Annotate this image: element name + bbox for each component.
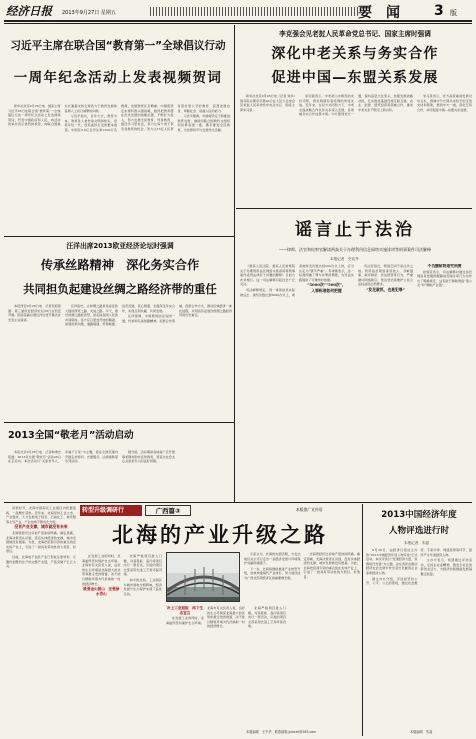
newspaper-logo: 经济日报 [6,4,52,17]
paragraph: 本报北京9月26日电 记者韩秉志报道：2013年全国“敬老月”活动26日在京启动。本次活动以“关爱老年人，幸福千万家”为主题，将在全国范围内开展走访慰问、志愿服务、法律援助等系列活动。 [8,450,118,464]
paragraph: 北海严格项目准入门槛，对高耗能、高污染项目实行一票否决，引进的项目全部采用先进工艺和环保设施。 [248,606,286,629]
story6-headline-2: 人物评选进行时 [388,526,450,536]
special-left-column [6,506,76,734]
special-right-body [244,552,360,728]
paragraph: 检察官表示，司法解释对通过信息网络有偿提供删除信息服务等行为也作出了明确规定，这有助于遏制网络“黑公关”和“删帖产业链”。 [417,269,472,288]
special-banner [80,505,142,516]
page-number: 3 [434,3,444,19]
paragraph: 李克强表示，中老是山水相连的友好邻邦，两党两国有着特殊的传统友谊。近年来，在双方共同努力下，中老全面战略合作伙伴关系深入发展，各领域务实合作成果丰硕。中方愿同老方一道，保持高层交往势头，加强发展战略对接，扎实推进基础设施互联互通、农业、能源、经贸投资等领域合作，推动中老关系不断迈上新台阶。 [299,94,413,117]
paragraph: 如今的北海，工业园区与城市绿地交相辉映，经济发展与生态保护实现了良性互动。 [123,577,162,596]
story1-bottom-rule [4,236,234,237]
masthead-pattern [150,7,360,16]
story3-body [8,304,232,418]
bridge-illustration [167,553,240,602]
paragraph: 主办方表示，希望通过评选活动，弘扬企业家精神，激发全社会创新创业活力，为经济持续健康发展凝聚正能量。 [420,558,472,576]
paragraph: 初秋时节，北海市银海区工业园区内机器轰鸣，一派繁忙景象。近年来，北海坚持工业立市、产业强市，大力发展电子信息、石油化工、林浆纸等主导产业，产业结构不断优化升级。 [6,506,76,524]
story6-footer: 本版编辑 朱晶 [410,730,433,734]
page-label: 版 [450,9,457,17]
section-head: “5000次”“500次”， [307,282,346,288]
paragraph: 在发展工业的同时，北海始终坚持保护生态环境。北海市有关负责人说，良好的生态环境是北海最大的优势和最宝贵的财富，决不能以牺牲环境为代价换取一时的经济增长。 [166,606,245,629]
story2-headline-2: 促进中国—东盟关系发展 [271,70,439,86]
story1-body [8,104,230,232]
bottom-column-divider [362,504,363,736]
paragraph: 下一步，北海将继续推进产业转型升级，加快构建现代产业体系，努力建设成为广西北部湾经济区的重要增长极。 [244,566,301,580]
special-footer: 本版编辑 王中华 联系邮箱 jjrbxzh@163.com [246,730,317,734]
section-head: 补上工业短板 再下生态宣言 [167,606,203,615]
special-banner-label: 广西篇③ [145,505,191,516]
story5-byline: 本报记者 史克齐 [330,257,359,261]
paragraph: 汪洋强调，中国愿同欧亚各国一道，传承和弘扬丝路精神，拓展合作领域，创新合作方式，推动区域经济一体化进程，共同担负起建设丝绸之路经济带的历史重任。 [122,304,232,323]
story5-title: 谣言止于法治 [295,220,415,240]
masthead [0,0,476,32]
story1-headline-2: 一周年纪念活动上发表视频贺词 [13,70,223,86]
story6-headline-1: 2013中国经济年度 [381,510,457,520]
section-head: 不当删帖将追究刑责 [427,264,462,268]
paragraph: 新华社北京9月26日电（记者 刘华）国务院总理李克强26日在人民大会堂会见老挝人民革命党中央总书记、国家主席朱马里。 [240,94,295,112]
mid-column-divider [234,210,235,502]
story5-subtitle: ——律师、法官和检察官解读两高关于办理利用信息网络实施诽谤等刑事案件司法解释 [279,247,431,252]
story3-kicker: 汪洋出席2013欧亚经济论坛时强调 [66,242,174,250]
paragraph: 专家认为，北海的实践表明，欠发达地区完全可以走出一条经济发展与环境保护双赢的新路子。 [244,552,301,566]
paragraph: 9月26日，由经济日报社主办的“2013中国经济年度人物评选”正式启动。本次评选以“发现经济力量，致敬时代先锋”为主题，旨在表彰在推动经济社会发展中作出突出贡献的企业家和经济人物。 [366,548,418,575]
paragraph: 朱马里表示，老方高度重视发展对华关系，感谢中方长期以来给予的宝贵支持和帮助，愿同中方一道，深化互利合作，共同促进中国—东盟关系发展。 [417,94,472,112]
section-head: 既要金山银山 还要绿水青山 [83,587,120,596]
special-tag: 本版推广宣传语 [296,507,323,512]
paragraph: 北海严格项目准入门槛，对高耗能、高污染项目实行一票否决，引进的项目全部采用先进工艺和环保设施。 [123,554,162,577]
section-title: 要 闻 [358,5,400,20]
story4-body [8,450,232,498]
paragraph: 在发展工业的同时，北海始终坚持保护生态环境。北海市有关负责人说，良好的生态环境是北海最大的优势和最宝贵的财富，决不能以牺牲环境为代价换取一时的经济增长。 [82,554,121,586]
masthead-rule [4,20,472,22]
masthead-rule-thin [4,23,472,24]
paragraph: 北海曾经历过房地产泡沫的阵痛。痛定思痛，北海决策者认识到，没有实体经济的支撑，城市发展就没有根基。为此，北海把招商引资的重点放在实体产业上，引进了一批具有带动性的大项目、好项目。 [6,530,76,554]
paragraph: 习近平指出，百年大计，教育为本。教育是人类传承文明和知识、培养年轻一代、创造美好生活的根本途径。中国有2.6亿名学生和1500万名教师，发展教育任务繁重。中国将坚定实施科教兴国战略，始终把教育摆在优先发展的战略位置，不断扩大投入，努力发展全民教育、终身教育，建设学习型社会，努力让每个孩子享有受教育的机会，努力让13亿人民享有更好更公平的教育，获得发展自身、奉献社会、造福人民的能力。 [64,104,230,132]
story5-body [240,264,472,496]
story6-byline: 本报记者 朱晶 [404,541,430,545]
section-head: 入罪标准如何把握 [311,287,342,293]
special-banner-text: 转型升级调研行 [82,507,125,514]
paragraph: 据主办方介绍，评选将坚持公开、公平、公正的原则，通过社会推荐、专家评审、网络投票等环节，最终产生年度经济人物。 [366,548,472,586]
paragraph: 新华社北京9月26日电 国家主席习近平26日在联合国“教育第一”全球倡议行动一周年纪念活动上发表视频贺词，代表中国政府和人民，向活动的举办表示热烈的祝贺，向联合国秘书长潘基文和全球致力于教育发展的各界人士致以诚挚的问候。 [8,104,117,127]
story4-headline: 2013全国“敬老月”活动启动 [8,430,134,441]
paragraph: 目前，北海电子信息产业已形成从原材料、元器件到整机生产的完整产业链，产值突破千亿元大关。 [6,554,76,569]
section-head: “发足就抓，也是犯罪” [366,286,405,292]
story2-body [240,94,472,204]
special-headline: 北海的产业升级之路 [112,523,328,547]
bottom-section-rule [4,502,472,503]
bridge-photo [166,552,240,602]
special-mid-body [82,554,162,734]
story3-headline-2: 共同担负起建设丝绸之路经济带的重任 [23,282,217,296]
paragraph: 本报西安9月26日电 记者张毅报道：第三届欧亚经济论坛26日在西安开幕。国务院副总理汪洋出席开幕式并发表主旨演讲。 [8,304,61,322]
paragraph: 北海曾经历过房地产泡沫的阵痛。痛定思痛，北海决策者认识到，没有实体经济的支撑，城市发展就没有根基。为此，北海把招商引资的重点放在实体产业上，引进了一批具有带动性的大项目、好项目。 [303,552,360,579]
paragraph: 汪洋指出，古丝绸之路是连接亚欧大陆的商贸之路、友谊之路。今天，建设丝绸之路经济带，是沿线各国人民的共同期待。各方应以更加开放的胸襟，加强政策沟通、道路联通、贸易畅通、货币流通、民心相通，全面深化务实合作，实现互利共赢、共同发展。 [65,304,175,327]
story2-kicker: 李克强会见老挝人民革命党总书记、国家主席时强调 [279,30,431,38]
paragraph: 习近平强调，中国将坚定不移推进教育发展，继续同联合国教科文组织和世界各国一道，携手推进全民教育，为世界和平与发展作出贡献。 [177,114,230,132]
paragraph: 据介绍，活动期间各地将广泛开展尊老敬老助老宣传教育，营造全社会关心关爱老年人的良好氛围。 [122,450,175,464]
masthead-date: 2013年9月27日 星期五 [62,10,116,16]
section-head: 没有产业支撑，城市就没有未来 [14,524,68,530]
paragraph: 《最高人民法院、最高人民检察院关于办理利用信息网络实施诽谤等刑事案件适用法律若干问题的解释》日前公布并施行。这一司法解释引起社会广泛关注。 [240,264,295,287]
story3-headline-1: 传承丝路精神 深化务实合作 [40,258,200,272]
story1-headline-1: 习近平主席在联合国“教育第一”全球倡议行动 [10,40,226,52]
paragraph: 有法官指出，网络空间不是法外之地。利用信息网络诽谤他人、寻衅滋事、敲诈勒索、非法经营等行为，严重破坏网络秩序，依法惩治是维护公民合法权益的必然要求。 [358,264,413,287]
story2-headline-1: 深化中老关系与务实合作 [271,46,439,62]
story3-bottom-rule [4,422,234,423]
story6-body [366,548,472,726]
story2-bottom-rule [236,208,472,209]
paragraph: 司法解释规定，同一诽谤信息实际被点击、浏览次数达到5000次以上，或者被转发次数达到500次以上的，应当认定为“情节严重”。有律师表示，这一标准明确了罪与非罪的界限，为司法实践提供了可操作的依据。 [240,264,354,297]
top-column-divider [234,25,235,210]
